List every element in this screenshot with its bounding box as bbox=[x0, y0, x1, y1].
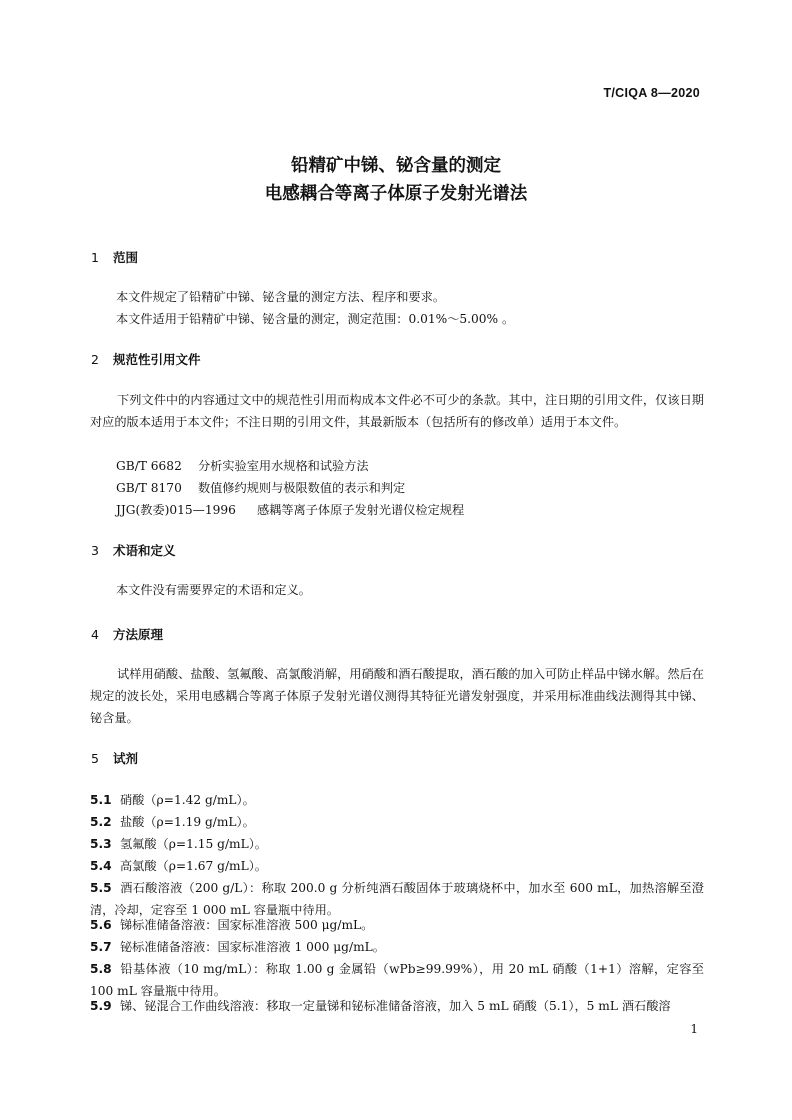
section-heading-principle bbox=[91, 625, 163, 643]
item-text: 氢氟酸（ρ=1.15 g/mL）。 bbox=[120, 837, 267, 851]
reagent-item bbox=[90, 914, 704, 936]
item-text: 锑、铋混合工作曲线溶液：移取一定量锑和铋标准储备溶液，加入 5 mL 硝酸（5.1），5 mL 酒石酸溶 bbox=[120, 999, 671, 1013]
section-number: 1 bbox=[91, 250, 99, 265]
item-number: 5.3 bbox=[90, 837, 112, 851]
section-title: 术语和定义 bbox=[113, 543, 176, 558]
item-number: 5.8 bbox=[90, 962, 112, 976]
item-number: 5.5 bbox=[90, 881, 112, 895]
item-text: 盐酸（ρ=1.19 g/mL）。 bbox=[120, 815, 255, 829]
reagent-item bbox=[90, 995, 704, 1017]
reference-title: 感耦等离子体原子发射光谱仪检定规程 bbox=[257, 503, 465, 517]
section-title: 方法原理 bbox=[113, 627, 164, 642]
item-text: 高氯酸（ρ=1.67 g/mL）。 bbox=[120, 859, 267, 873]
item-text: 铅基体液（10 mg/mL）：称取 1.00 g 金属铅（wPb≥99.99%），用 20 mL 硝酸（1+1）溶解，定容至 100 mL 容量瓶中待用。 bbox=[90, 962, 704, 998]
reagent-item bbox=[90, 936, 704, 958]
reference-item bbox=[116, 477, 405, 499]
document-title-line1: 铅精矿中锑、铋含量的测定 bbox=[291, 156, 501, 176]
section-title: 试剂 bbox=[113, 751, 139, 766]
section-heading-normative-references bbox=[91, 350, 201, 368]
item-number: 5.9 bbox=[90, 999, 112, 1013]
section-number: 2 bbox=[91, 352, 99, 367]
paragraph: 试样用硝酸、盐酸、氢氟酸、高氯酸消解，用硝酸和酒石酸提取，酒石酸的加入可防止样品中锑水解。然后在规定的波长处，采用电感耦合等离子体原子发射光谱仪测得其特征光谱发射强度，并采用标准曲线法测得其中锑、铋含量。 bbox=[90, 667, 704, 725]
reference-title: 分析实验室用水规格和试验方法 bbox=[198, 459, 369, 473]
reagent-item bbox=[90, 811, 704, 833]
reference-code: JJG(教委)015—1996 bbox=[116, 503, 236, 517]
document-title-line2: 电感耦合等离子体原子发射光谱法 bbox=[264, 184, 528, 204]
item-number: 5.4 bbox=[90, 859, 112, 873]
section-title: 范围 bbox=[113, 250, 139, 265]
item-number: 5.1 bbox=[90, 793, 112, 807]
item-text: 锑标准储备溶液：国家标准溶液 500 μg/mL。 bbox=[120, 918, 374, 932]
section-heading-reagents bbox=[91, 749, 138, 767]
section-number: 4 bbox=[91, 627, 99, 642]
paragraph: 下列文件中的内容通过文中的规范性引用而构成本文件必不可少的条款。其中，注日期的引用文件，仅该日期对应的版本适用于本文件；不注日期的引用文件，其最新版本（包括所有的修改单）适用于本文件。 bbox=[90, 393, 704, 429]
section-heading-terms bbox=[91, 541, 176, 559]
item-text: 酒石酸溶液（200 g/L）：称取 200.0 g 分析纯酒石酸固体于玻璃烧杯中，加水至 600 mL，加热溶解至澄清，冷却，定容至 1 000 mL 容量瓶中待用。 bbox=[90, 881, 704, 917]
page-number: 1 bbox=[690, 1022, 698, 1036]
reference-code: GB/T 8170 bbox=[116, 481, 182, 495]
section-title: 规范性引用文件 bbox=[113, 352, 201, 367]
reagent-item bbox=[90, 789, 704, 811]
standard-number: T/CIQA 8—2020 bbox=[603, 86, 700, 100]
reagent-item bbox=[90, 855, 704, 877]
reference-item bbox=[116, 499, 464, 521]
reference-title: 数值修约规则与极限数值的表示和判定 bbox=[198, 481, 406, 495]
item-text: 铋标准储备溶液：国家标准溶液 1 000 μg/mL。 bbox=[120, 940, 385, 954]
section-heading-scope bbox=[91, 248, 138, 266]
paragraph: 本文件规定了铅精矿中锑、铋含量的测定方法、程序和要求。 bbox=[116, 290, 446, 304]
item-number: 5.2 bbox=[90, 815, 112, 829]
reference-code: GB/T 6682 bbox=[116, 459, 182, 473]
item-number: 5.7 bbox=[90, 940, 112, 954]
reagent-item bbox=[90, 833, 704, 855]
item-number: 5.6 bbox=[90, 918, 112, 932]
section-number: 5 bbox=[91, 751, 99, 766]
item-text: 硝酸（ρ=1.42 g/mL）。 bbox=[120, 793, 255, 807]
reference-item bbox=[116, 455, 369, 477]
paragraph: 本文件适用于铅精矿中锑、铋含量的测定，测定范围：0.01%～5.00% 。 bbox=[116, 312, 515, 326]
section-number: 3 bbox=[91, 543, 99, 558]
paragraph: 本文件没有需要界定的术语和定义。 bbox=[116, 583, 311, 597]
